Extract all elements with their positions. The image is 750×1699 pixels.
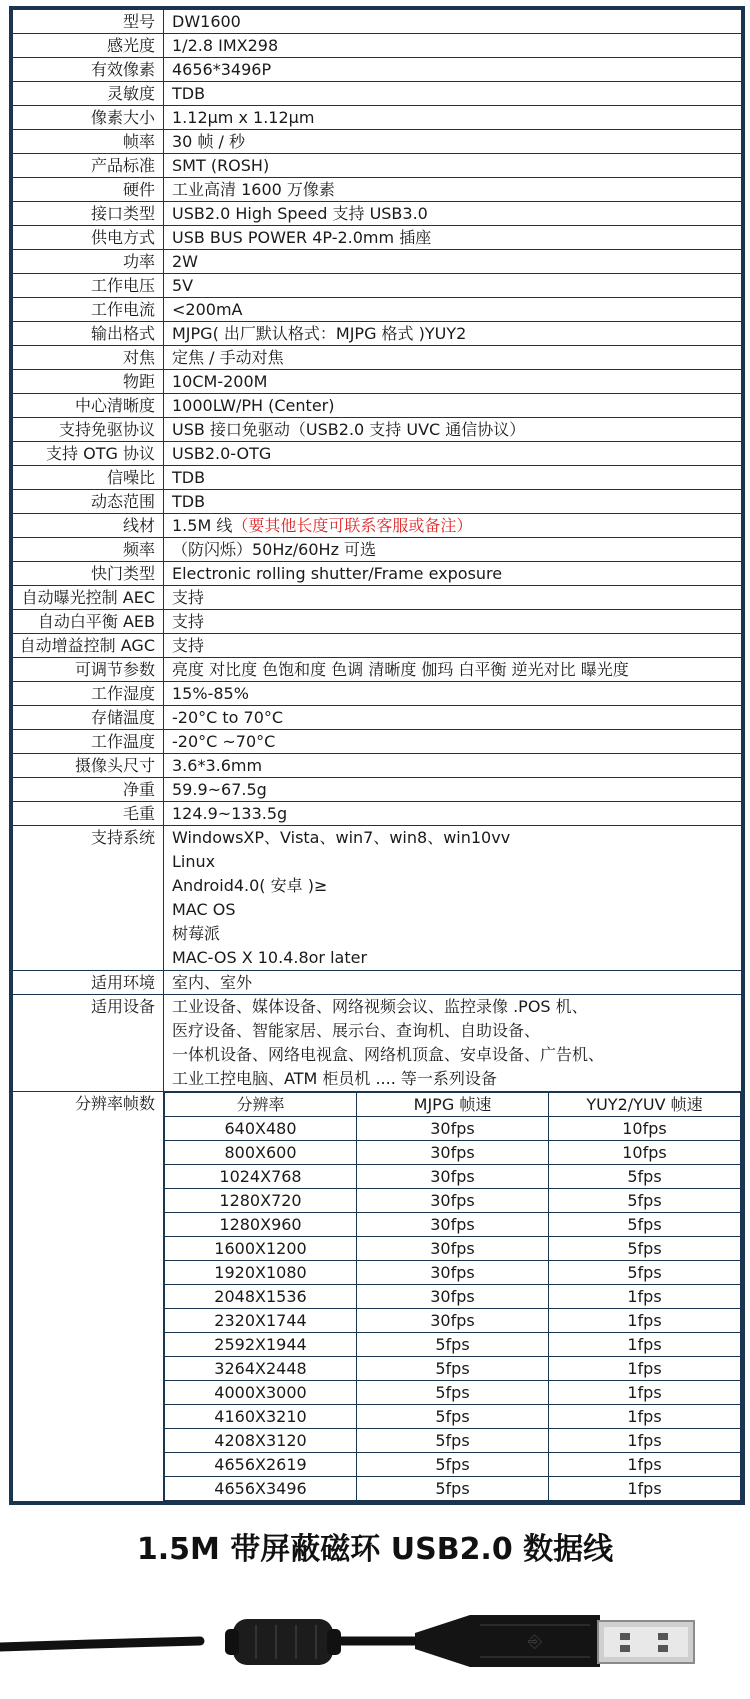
- resolution-data-row: [165, 1357, 741, 1381]
- spec-row: [13, 202, 742, 226]
- resolution-value: 10fps: [549, 1141, 741, 1165]
- spec-value-cell: [164, 58, 742, 82]
- resolution-value: 30fps: [357, 1261, 549, 1285]
- spec-label: 动态范围: [13, 490, 164, 514]
- resolution-value: 1600X1200: [165, 1237, 357, 1261]
- spec-value: 4656*3496P: [172, 60, 272, 79]
- resolution-value: 30fps: [357, 1237, 549, 1261]
- spec-label: 产品标准: [13, 154, 164, 178]
- spec-row: [13, 706, 742, 730]
- resolution-value: 30fps: [357, 1117, 549, 1141]
- spec-row: [13, 370, 742, 394]
- spec-value-cell: [164, 706, 742, 730]
- spec-table-frame: [9, 6, 745, 1505]
- spec-value-cell: [164, 250, 742, 274]
- resolution-value: 2320X1744: [165, 1309, 357, 1333]
- spec-row: [13, 178, 742, 202]
- spec-row: [13, 394, 742, 418]
- spec-value: 30 帧 / 秒: [172, 132, 246, 151]
- spec-label: 像素大小: [13, 106, 164, 130]
- resolution-value: 5fps: [549, 1165, 741, 1189]
- devices-line: 一体机设备、网络电视盒、网络机顶盒、安卓设备、广告机、: [172, 1045, 605, 1064]
- resolution-label: 分辨率帧数: [13, 1092, 164, 1502]
- spec-value: TDB: [172, 84, 206, 103]
- spec-label: 可调节参数: [13, 658, 164, 682]
- resolution-value: 5fps: [357, 1429, 549, 1453]
- spec-note: （要其他长度可联系客服或备注）: [232, 516, 473, 535]
- resolution-data-row: [165, 1429, 741, 1453]
- spec-value-cell: [164, 178, 742, 202]
- resolution-value: 1280X960: [165, 1213, 357, 1237]
- spec-value-cell: [164, 154, 742, 178]
- resolution-value: 5fps: [357, 1381, 549, 1405]
- spec-label: 帧率: [13, 130, 164, 154]
- spec-label: 功率: [13, 250, 164, 274]
- spec-label: 工作湿度: [13, 682, 164, 706]
- spec-row: [13, 226, 742, 250]
- spec-row: [13, 250, 742, 274]
- systems-line: Android4.0( 安卓 )≥: [172, 876, 328, 895]
- spec-label: 输出格式: [13, 322, 164, 346]
- resolution-value: 1fps: [549, 1285, 741, 1309]
- spec-row: [13, 130, 742, 154]
- systems-line: MAC-OS X 10.4.8or later: [172, 948, 368, 967]
- resolution-value: 5fps: [357, 1405, 549, 1429]
- spec-row: [13, 298, 742, 322]
- spec-value: USB 接口免驱动（USB2.0 支持 UVC 通信协议）: [172, 420, 526, 439]
- spec-row: [13, 418, 742, 442]
- resolution-data-row: [165, 1117, 741, 1141]
- spec-value: <200mA: [172, 300, 243, 319]
- spec-row: [13, 106, 742, 130]
- spec-row: [13, 658, 742, 682]
- resolution-data-row: [165, 1381, 741, 1405]
- resolution-value: 5fps: [549, 1237, 741, 1261]
- spec-value-cell: [164, 34, 742, 58]
- spec-value: 59.9~67.5g: [172, 780, 267, 799]
- spec-label: 接口类型: [13, 202, 164, 226]
- systems-line: 树莓派: [172, 924, 221, 943]
- spec-value: 1.5M 线: [172, 516, 233, 535]
- spec-value: 1/2.8 IMX298: [172, 36, 279, 55]
- spec-label: 对焦: [13, 346, 164, 370]
- spec-row: [13, 562, 742, 586]
- spec-value: 10CM-200M: [172, 372, 268, 391]
- ferrite-core-icon: [233, 1619, 333, 1665]
- resolution-data-row: [165, 1477, 741, 1501]
- svg-text:⎆: ⎆: [527, 1631, 543, 1652]
- spec-row: [13, 634, 742, 658]
- spec-row: [13, 730, 742, 754]
- spec-value: -20°C to 70°C: [172, 708, 284, 727]
- spec-label: 线材: [13, 514, 164, 538]
- spec-value-cell: [164, 466, 742, 490]
- spec-row: [13, 10, 742, 34]
- spec-label: 硬件: [13, 178, 164, 202]
- resolution-value: 4208X3120: [165, 1429, 357, 1453]
- resolution-value: 10fps: [549, 1117, 741, 1141]
- devices-line: 医疗设备、智能家居、展示台、查询机、自助设备、: [172, 1021, 541, 1040]
- spec-value: 亮度 对比度 色饱和度 色调 清晰度 伽玛 白平衡 逆光对比 曝光度: [172, 660, 629, 679]
- spec-row: [13, 490, 742, 514]
- resolution-value: 30fps: [357, 1189, 549, 1213]
- spec-label: 型号: [13, 10, 164, 34]
- spec-row: [13, 82, 742, 106]
- resolution-data-row: [165, 1213, 741, 1237]
- resolution-data-row: [165, 1165, 741, 1189]
- spec-value-cell: [164, 754, 742, 778]
- resolution-value: 1fps: [549, 1453, 741, 1477]
- devices-row: [13, 995, 742, 1092]
- spec-value: TDB: [172, 492, 206, 511]
- spec-label: 工作电压: [13, 274, 164, 298]
- spec-value: 124.9~133.5g: [172, 804, 288, 823]
- spec-value: 15%-85%: [172, 684, 249, 703]
- spec-value-cell: [164, 106, 742, 130]
- resolution-data-row: [165, 1261, 741, 1285]
- spec-row: [13, 802, 742, 826]
- resolution-value: 1920X1080: [165, 1261, 357, 1285]
- resolution-value: 30fps: [357, 1213, 549, 1237]
- spec-label: 感光度: [13, 34, 164, 58]
- spec-value-cell: [164, 82, 742, 106]
- environment-label: 适用环境: [13, 971, 164, 995]
- resolution-value: 1fps: [549, 1381, 741, 1405]
- spec-label: 支持免驱协议: [13, 418, 164, 442]
- spec-value-cell: [164, 442, 742, 466]
- spec-row: [13, 34, 742, 58]
- resolution-data-row: [165, 1237, 741, 1261]
- spec-value: -20°C ~70°C: [172, 732, 276, 751]
- spec-value-cell: [164, 394, 742, 418]
- devices-line: 工业设备、媒体设备、网络视频会议、监控录像 .POS 机、: [172, 997, 588, 1016]
- resolution-cell: [164, 1092, 742, 1502]
- resolution-table: [164, 1092, 741, 1501]
- spec-value-cell: [164, 778, 742, 802]
- spec-row: [13, 274, 742, 298]
- resolution-value: 5fps: [357, 1357, 549, 1381]
- spec-label: 有效像素: [13, 58, 164, 82]
- resolution-data-row: [165, 1285, 741, 1309]
- spec-value-cell: [164, 298, 742, 322]
- spec-label: 工作电流: [13, 298, 164, 322]
- systems-line: MAC OS: [172, 900, 236, 919]
- resolution-value: 4656X2619: [165, 1453, 357, 1477]
- spec-value: 3.6*3.6mm: [172, 756, 263, 775]
- systems-line: WindowsXP、Vista、win7、win8、win10vv: [172, 828, 511, 847]
- resolution-header: MJPG 帧速: [357, 1093, 549, 1117]
- usb-plug-body-icon: [415, 1615, 600, 1667]
- resolution-value: 2048X1536: [165, 1285, 357, 1309]
- spec-row: [13, 586, 742, 610]
- resolution-value: 640X480: [165, 1117, 357, 1141]
- spec-value-cell: [164, 322, 742, 346]
- spec-value: 工业高清 1600 万像素: [172, 180, 335, 199]
- resolution-value: 30fps: [357, 1285, 549, 1309]
- resolution-value: 1fps: [549, 1405, 741, 1429]
- resolution-data-row: [165, 1453, 741, 1477]
- spec-value: 支持: [172, 612, 205, 631]
- spec-row: [13, 538, 742, 562]
- spec-value-cell: [164, 130, 742, 154]
- spec-label: 支持 OTG 协议: [13, 442, 164, 466]
- resolution-value: 1024X768: [165, 1165, 357, 1189]
- spec-value: SMT (ROSH): [172, 156, 270, 175]
- spec-label: 频率: [13, 538, 164, 562]
- spec-row: [13, 610, 742, 634]
- spec-value: Electronic rolling shutter/Frame exposure: [172, 564, 503, 583]
- spec-value-cell: [164, 610, 742, 634]
- spec-value: USB BUS POWER 4P-2.0mm 插座: [172, 228, 432, 247]
- spec-row: [13, 514, 742, 538]
- spec-value-cell: [164, 274, 742, 298]
- spec-row: [13, 58, 742, 82]
- spec-value-cell: [164, 634, 742, 658]
- resolution-value: 4656X3496: [165, 1477, 357, 1501]
- spec-label: 中心清晰度: [13, 394, 164, 418]
- spec-label: 灵敏度: [13, 82, 164, 106]
- usb-cable-illustration: [0, 1585, 750, 1699]
- systems-label: 支持系统: [13, 826, 164, 971]
- spec-value-cell: [164, 586, 742, 610]
- spec-value: 1.12μm x 1.12μm: [172, 108, 315, 127]
- spec-value-cell: [164, 226, 742, 250]
- resolution-data-row: [165, 1141, 741, 1165]
- spec-value-cell: [164, 370, 742, 394]
- spec-value: 1000LW/PH (Center): [172, 396, 335, 415]
- cable-caption: 1.5M 带屏蔽磁环 USB2.0 数据线: [136, 1532, 614, 1567]
- resolution-header-row: [165, 1093, 741, 1117]
- spec-value: DW1600: [172, 12, 241, 31]
- resolution-data-row: [165, 1333, 741, 1357]
- spec-value-cell: [164, 802, 742, 826]
- resolution-value: 5fps: [549, 1189, 741, 1213]
- resolution-value: 1fps: [549, 1429, 741, 1453]
- spec-label: 自动曝光控制 AEC: [13, 586, 164, 610]
- resolution-data-row: [165, 1189, 741, 1213]
- resolution-value: 800X600: [165, 1141, 357, 1165]
- resolution-value: 1fps: [549, 1357, 741, 1381]
- spec-row: [13, 778, 742, 802]
- environment-row: [13, 971, 742, 995]
- spec-value-cell: [164, 490, 742, 514]
- resolution-value: 1fps: [549, 1309, 741, 1333]
- spec-value: （防闪烁）50Hz/60Hz 可选: [172, 540, 377, 559]
- resolution-value: 1280X720: [165, 1189, 357, 1213]
- resolution-value: 5fps: [357, 1333, 549, 1357]
- spec-value-cell: [164, 538, 742, 562]
- spec-value-cell: [164, 730, 742, 754]
- spec-label: 自动增益控制 AGC: [13, 634, 164, 658]
- resolution-value: 5fps: [549, 1213, 741, 1237]
- spec-value-cell: [164, 562, 742, 586]
- spec-label: 信噪比: [13, 466, 164, 490]
- resolution-value: 1fps: [549, 1333, 741, 1357]
- devices-label: 适用设备: [13, 995, 164, 1092]
- spec-label: 快门类型: [13, 562, 164, 586]
- spec-row: [13, 154, 742, 178]
- systems-list: [164, 826, 742, 971]
- spec-row: [13, 346, 742, 370]
- spec-label: 净重: [13, 778, 164, 802]
- spec-label: 物距: [13, 370, 164, 394]
- resolution-row: [13, 1092, 742, 1502]
- devices-line: 工业工控电脑、ATM 柜员机 .... 等一系列设备: [172, 1069, 497, 1088]
- resolution-value: 30fps: [357, 1309, 549, 1333]
- resolution-value: 30fps: [357, 1141, 549, 1165]
- spec-value: USB2.0 High Speed 支持 USB3.0: [172, 204, 428, 223]
- spec-value-cell: [164, 682, 742, 706]
- spec-value: MJPG( 出厂默认格式：MJPG 格式 )YUY2: [172, 324, 467, 343]
- spec-label: 毛重: [13, 802, 164, 826]
- spec-row: [13, 466, 742, 490]
- resolution-header: 分辨率: [165, 1093, 357, 1117]
- spec-value: 支持: [172, 636, 205, 655]
- resolution-value: 5fps: [357, 1453, 549, 1477]
- spec-label: 摄像头尺寸: [13, 754, 164, 778]
- resolution-data-row: [165, 1309, 741, 1333]
- spec-label: 供电方式: [13, 226, 164, 250]
- spec-row: [13, 682, 742, 706]
- spec-table: [12, 9, 742, 1502]
- spec-row: [13, 322, 742, 346]
- spec-value: USB2.0-OTG: [172, 444, 272, 463]
- resolution-value: 1fps: [549, 1477, 741, 1501]
- spec-row: [13, 442, 742, 466]
- spec-value: 5V: [172, 276, 194, 295]
- spec-value: 定焦 / 手动对焦: [172, 348, 284, 367]
- spec-value-cell: [164, 10, 742, 34]
- resolution-value: 30fps: [357, 1165, 549, 1189]
- spec-label: 自动白平衡 AEB: [13, 610, 164, 634]
- spec-value-cell: [164, 514, 742, 538]
- spec-value: TDB: [172, 468, 206, 487]
- resolution-data-row: [165, 1405, 741, 1429]
- resolution-value: 4160X3210: [165, 1405, 357, 1429]
- resolution-value: 3264X2448: [165, 1357, 357, 1381]
- spec-row: [13, 754, 742, 778]
- spec-value: 2W: [172, 252, 198, 271]
- spec-label: 存储温度: [13, 706, 164, 730]
- spec-value-cell: [164, 658, 742, 682]
- spec-value-cell: [164, 418, 742, 442]
- resolution-value: 4000X3000: [165, 1381, 357, 1405]
- systems-line: Linux: [172, 852, 216, 871]
- spec-value-cell: [164, 202, 742, 226]
- spec-value: 支持: [172, 588, 205, 607]
- devices-list: [164, 995, 742, 1092]
- resolution-value: 2592X1944: [165, 1333, 357, 1357]
- environment-value: 室内、室外: [164, 971, 742, 995]
- spec-label: 工作温度: [13, 730, 164, 754]
- systems-row: [13, 826, 742, 971]
- spec-value-cell: [164, 346, 742, 370]
- resolution-value: 5fps: [549, 1261, 741, 1285]
- resolution-value: 5fps: [357, 1477, 549, 1501]
- resolution-header: YUY2/YUV 帧速: [549, 1093, 741, 1117]
